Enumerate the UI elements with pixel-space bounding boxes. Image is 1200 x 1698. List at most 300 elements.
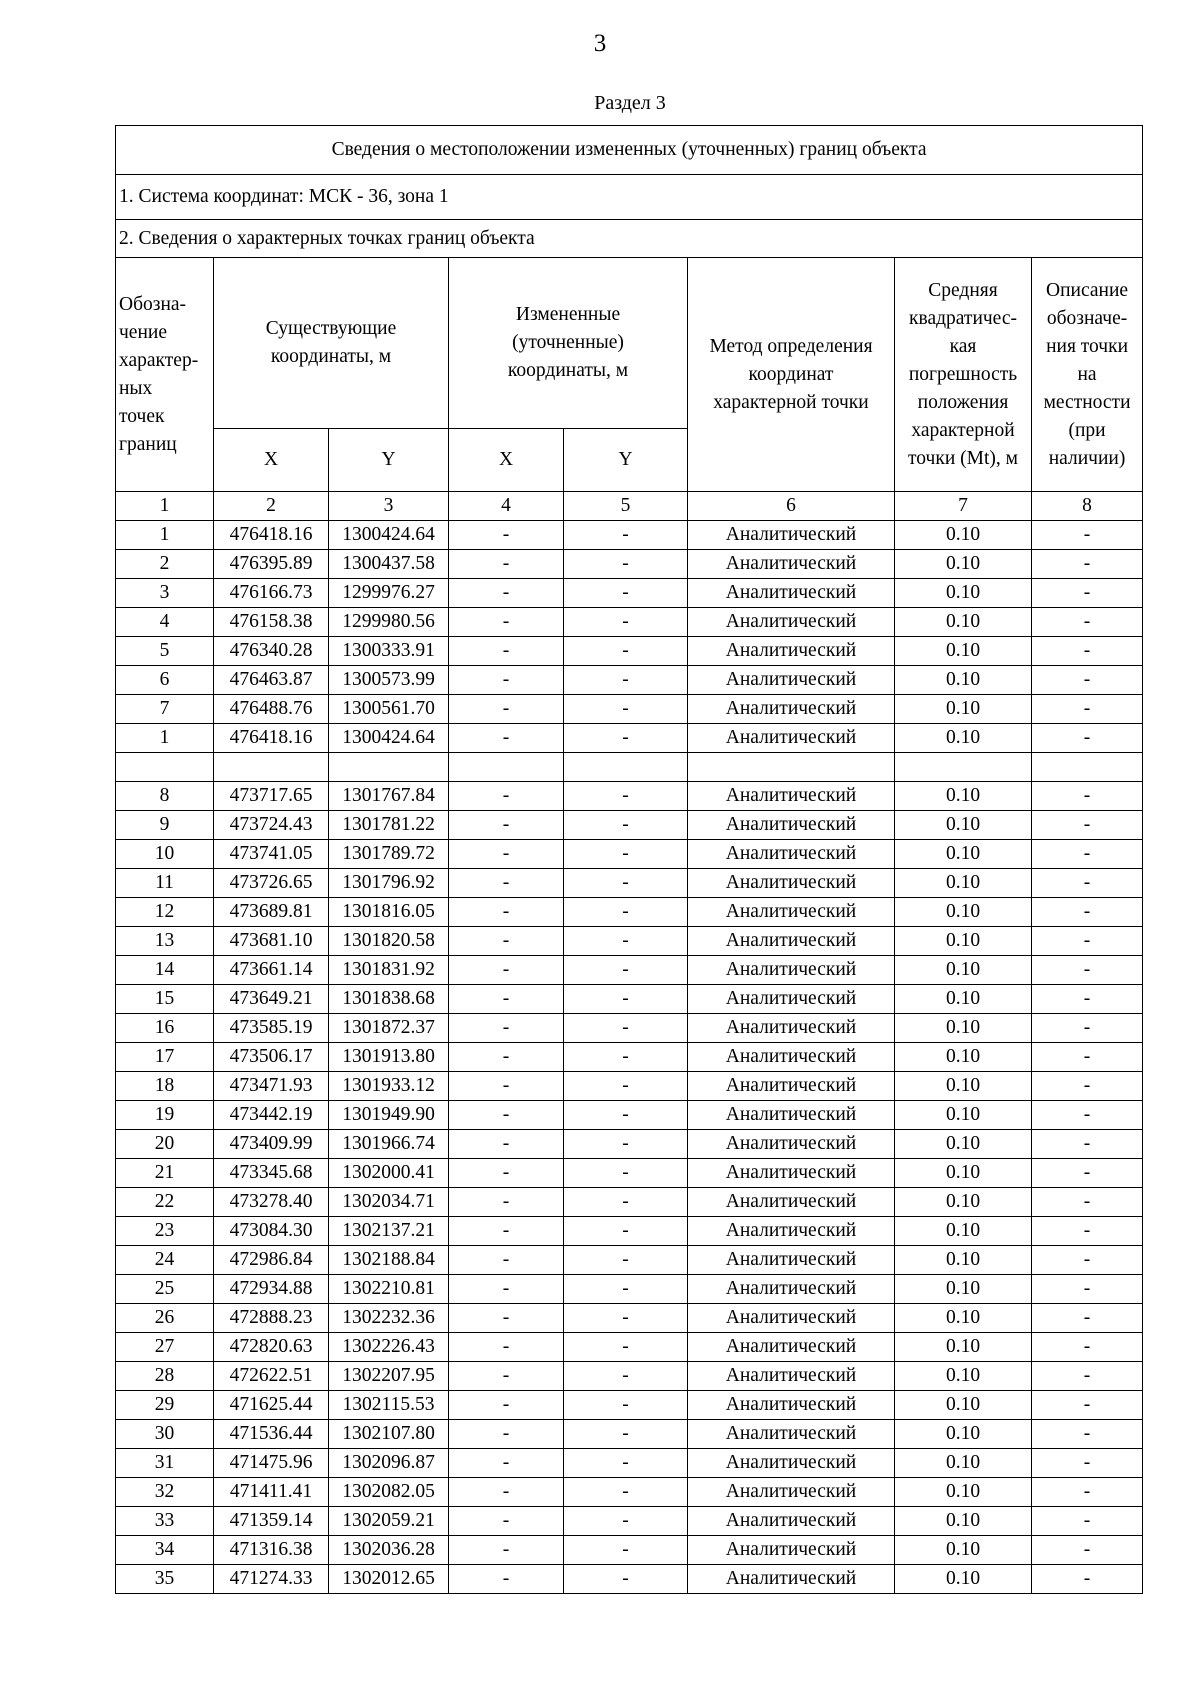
cell-changed-x: -: [449, 608, 564, 637]
section-label: Раздел 3: [594, 92, 666, 114]
cell-description: -: [1032, 1014, 1143, 1043]
table-row: [116, 724, 1143, 753]
cell-changed-x: -: [449, 666, 564, 695]
table-row: [116, 637, 1143, 666]
cell-accuracy: 0.10: [895, 1507, 1032, 1536]
cell-changed-y: -: [564, 898, 688, 927]
cell-changed-y: -: [564, 869, 688, 898]
cell-method: Аналитический: [688, 840, 895, 869]
table-row: [116, 1188, 1143, 1217]
empty-cell: [688, 753, 895, 782]
table-row: [116, 1101, 1143, 1130]
header-existing-x: X: [214, 429, 329, 492]
table-row: [116, 695, 1143, 724]
cell-changed-y: -: [564, 1275, 688, 1304]
cell-existing-x: 472934.88: [214, 1275, 329, 1304]
cell-point-number: 29: [116, 1391, 214, 1420]
cell-description: -: [1032, 811, 1143, 840]
cell-existing-y: 1301838.68: [329, 985, 449, 1014]
table-row: [116, 1362, 1143, 1391]
table-row: [116, 1159, 1143, 1188]
cell-accuracy: 0.10: [895, 550, 1032, 579]
table-row: [116, 579, 1143, 608]
cell-accuracy: 0.10: [895, 637, 1032, 666]
cell-changed-y: -: [564, 811, 688, 840]
cell-changed-x: -: [449, 521, 564, 550]
cell-existing-x: 473278.40: [214, 1188, 329, 1217]
empty-cell: [564, 753, 688, 782]
table-row: [116, 956, 1143, 985]
cell-existing-y: 1301966.74: [329, 1130, 449, 1159]
cell-changed-y: -: [564, 1362, 688, 1391]
cell-existing-y: 1301820.58: [329, 927, 449, 956]
cell-accuracy: 0.10: [895, 1565, 1032, 1594]
spacer-row: [116, 753, 1143, 782]
header-existing-coords: Существующие координаты, м: [214, 258, 449, 429]
cell-existing-x: 472986.84: [214, 1246, 329, 1275]
cell-description: -: [1032, 1304, 1143, 1333]
empty-cell: [449, 753, 564, 782]
cell-existing-y: 1301789.72: [329, 840, 449, 869]
cell-changed-y: -: [564, 1072, 688, 1101]
cell-accuracy: 0.10: [895, 666, 1032, 695]
cell-changed-x: -: [449, 724, 564, 753]
cell-description: -: [1032, 898, 1143, 927]
table-row: [116, 985, 1143, 1014]
cell-existing-y: 1302059.21: [329, 1507, 449, 1536]
table-row: [116, 550, 1143, 579]
cell-existing-y: 1301949.90: [329, 1101, 449, 1130]
cell-description: -: [1032, 1391, 1143, 1420]
cell-changed-x: -: [449, 1478, 564, 1507]
column-number: 1: [116, 492, 214, 521]
cell-description: -: [1032, 695, 1143, 724]
column-number: 2: [214, 492, 329, 521]
cell-point-number: 21: [116, 1159, 214, 1188]
cell-point-number: 15: [116, 985, 214, 1014]
cell-existing-x: 473681.10: [214, 927, 329, 956]
cell-existing-y: 1302082.05: [329, 1478, 449, 1507]
cell-existing-x: 473661.14: [214, 956, 329, 985]
cell-method: Аналитический: [688, 1217, 895, 1246]
cell-point-number: 6: [116, 666, 214, 695]
cell-changed-x: -: [449, 1536, 564, 1565]
table-row: [116, 608, 1143, 637]
cell-existing-x: 476488.76: [214, 695, 329, 724]
cell-method: Аналитический: [688, 1449, 895, 1478]
cell-description: -: [1032, 869, 1143, 898]
cell-point-number: 11: [116, 869, 214, 898]
cell-existing-y: 1301913.80: [329, 1043, 449, 1072]
cell-changed-y: -: [564, 724, 688, 753]
cell-existing-y: 1302012.65: [329, 1565, 449, 1594]
table-row: [116, 927, 1143, 956]
cell-changed-x: -: [449, 782, 564, 811]
cell-description: -: [1032, 1275, 1143, 1304]
cell-existing-x: 473506.17: [214, 1043, 329, 1072]
boundary-points-table: [115, 125, 1143, 1594]
cell-point-number: 12: [116, 898, 214, 927]
coordinate-system: 1. Система координат: МСК - 36, зона 1: [116, 175, 1143, 220]
cell-accuracy: 0.10: [895, 1420, 1032, 1449]
cell-existing-x: 471536.44: [214, 1420, 329, 1449]
cell-method: Аналитический: [688, 985, 895, 1014]
cell-existing-x: 473345.68: [214, 1159, 329, 1188]
cell-changed-x: -: [449, 695, 564, 724]
cell-changed-y: -: [564, 927, 688, 956]
cell-method: Аналитический: [688, 1043, 895, 1072]
cell-existing-x: 476418.16: [214, 521, 329, 550]
cell-existing-x: 473471.93: [214, 1072, 329, 1101]
cell-existing-y: 1301781.22: [329, 811, 449, 840]
cell-changed-x: -: [449, 1217, 564, 1246]
cell-point-number: 18: [116, 1072, 214, 1101]
cell-description: -: [1032, 1159, 1143, 1188]
cell-method: Аналитический: [688, 1333, 895, 1362]
cell-method: Аналитический: [688, 608, 895, 637]
cell-point-number: 4: [116, 608, 214, 637]
cell-existing-x: 471316.38: [214, 1536, 329, 1565]
cell-existing-y: 1301767.84: [329, 782, 449, 811]
table-row: [116, 1304, 1143, 1333]
table-row: [116, 1391, 1143, 1420]
table-row: [116, 1565, 1143, 1594]
cell-changed-y: -: [564, 782, 688, 811]
cell-point-number: 8: [116, 782, 214, 811]
cell-existing-y: 1300424.64: [329, 724, 449, 753]
table-row: [116, 811, 1143, 840]
cell-existing-y: 1300561.70: [329, 695, 449, 724]
empty-cell: [1032, 753, 1143, 782]
cell-accuracy: 0.10: [895, 1449, 1032, 1478]
cell-changed-y: -: [564, 1507, 688, 1536]
table-row: [116, 1014, 1143, 1043]
cell-changed-x: -: [449, 1188, 564, 1217]
cell-existing-y: 1302210.81: [329, 1275, 449, 1304]
cell-method: Аналитический: [688, 956, 895, 985]
cell-method: Аналитический: [688, 724, 895, 753]
cell-changed-y: -: [564, 666, 688, 695]
cell-changed-x: -: [449, 840, 564, 869]
cell-description: -: [1032, 1217, 1143, 1246]
cell-changed-x: -: [449, 1507, 564, 1536]
cell-existing-x: 471274.33: [214, 1565, 329, 1594]
cell-existing-y: 1300333.91: [329, 637, 449, 666]
page-number: 3: [593, 30, 607, 57]
cell-existing-y: 1299976.27: [329, 579, 449, 608]
header-point-designation: Обозна- чение характер- ных точек границ: [116, 258, 214, 492]
cell-method: Аналитический: [688, 637, 895, 666]
cell-changed-x: -: [449, 1391, 564, 1420]
cell-method: Аналитический: [688, 898, 895, 927]
cell-accuracy: 0.10: [895, 956, 1032, 985]
cell-description: -: [1032, 1536, 1143, 1565]
cell-changed-y: -: [564, 608, 688, 637]
cell-point-number: 34: [116, 1536, 214, 1565]
cell-changed-x: -: [449, 1333, 564, 1362]
cell-existing-x: 476395.89: [214, 550, 329, 579]
cell-method: Аналитический: [688, 1246, 895, 1275]
column-number: 5: [564, 492, 688, 521]
cell-existing-x: 473724.43: [214, 811, 329, 840]
column-number: 6: [688, 492, 895, 521]
cell-point-number: 23: [116, 1217, 214, 1246]
cell-existing-y: 1300424.64: [329, 521, 449, 550]
cell-point-number: 13: [116, 927, 214, 956]
cell-method: Аналитический: [688, 1072, 895, 1101]
cell-changed-x: -: [449, 579, 564, 608]
cell-changed-x: -: [449, 869, 564, 898]
cell-accuracy: 0.10: [895, 1014, 1032, 1043]
cell-method: Аналитический: [688, 869, 895, 898]
cell-changed-y: -: [564, 637, 688, 666]
cell-existing-y: 1302034.71: [329, 1188, 449, 1217]
table-row: [116, 1333, 1143, 1362]
cell-point-number: 17: [116, 1043, 214, 1072]
table-row: [116, 1449, 1143, 1478]
cell-method: Аналитический: [688, 1130, 895, 1159]
column-number: 3: [329, 492, 449, 521]
cell-accuracy: 0.10: [895, 869, 1032, 898]
empty-cell: [116, 753, 214, 782]
points-section-header: 2. Сведения о характерных точках границ объекта: [116, 220, 1143, 258]
table-row: [116, 1217, 1143, 1246]
cell-accuracy: 0.10: [895, 724, 1032, 753]
cell-method: Аналитический: [688, 811, 895, 840]
cell-changed-y: -: [564, 1246, 688, 1275]
table-row: [116, 1507, 1143, 1536]
table-row: [116, 1072, 1143, 1101]
cell-accuracy: 0.10: [895, 608, 1032, 637]
cell-accuracy: 0.10: [895, 782, 1032, 811]
table-row: [116, 1246, 1143, 1275]
cell-changed-y: -: [564, 1420, 688, 1449]
table-row: [116, 1478, 1143, 1507]
cell-existing-y: 1299980.56: [329, 608, 449, 637]
table-title: Сведения о местоположении измененных (уточненных) границ объекта: [116, 126, 1143, 175]
cell-changed-y: -: [564, 1333, 688, 1362]
cell-accuracy: 0.10: [895, 1101, 1032, 1130]
cell-changed-y: -: [564, 1536, 688, 1565]
cell-point-number: 32: [116, 1478, 214, 1507]
cell-accuracy: 0.10: [895, 985, 1032, 1014]
cell-accuracy: 0.10: [895, 521, 1032, 550]
cell-point-number: 28: [116, 1362, 214, 1391]
cell-accuracy: 0.10: [895, 695, 1032, 724]
cell-accuracy: 0.10: [895, 1217, 1032, 1246]
cell-changed-y: -: [564, 1043, 688, 1072]
cell-changed-x: -: [449, 1420, 564, 1449]
column-number: 8: [1032, 492, 1143, 521]
cell-changed-y: -: [564, 1478, 688, 1507]
cell-method: Аналитический: [688, 1536, 895, 1565]
cell-existing-x: 471411.41: [214, 1478, 329, 1507]
cell-changed-y: -: [564, 1014, 688, 1043]
cell-accuracy: 0.10: [895, 1188, 1032, 1217]
cell-existing-x: 472622.51: [214, 1362, 329, 1391]
cell-existing-x: 473741.05: [214, 840, 329, 869]
cell-existing-x: 473409.99: [214, 1130, 329, 1159]
cell-accuracy: 0.10: [895, 1333, 1032, 1362]
cell-existing-y: 1301933.12: [329, 1072, 449, 1101]
cell-description: -: [1032, 1565, 1143, 1594]
cell-changed-y: -: [564, 1101, 688, 1130]
cell-point-number: 33: [116, 1507, 214, 1536]
cell-existing-y: 1300437.58: [329, 550, 449, 579]
cell-changed-y: -: [564, 1188, 688, 1217]
cell-method: Аналитический: [688, 666, 895, 695]
cell-method: Аналитический: [688, 1159, 895, 1188]
cell-method: Аналитический: [688, 927, 895, 956]
table-row: [116, 521, 1143, 550]
header-changed-y: Y: [564, 429, 688, 492]
header-existing-y: Y: [329, 429, 449, 492]
header-description: Описание обозначе- ния точки на местности (при наличии): [1032, 258, 1143, 492]
cell-method: Аналитический: [688, 1275, 895, 1304]
cell-existing-x: 471625.44: [214, 1391, 329, 1420]
cell-description: -: [1032, 637, 1143, 666]
cell-existing-x: 471475.96: [214, 1449, 329, 1478]
cell-point-number: 16: [116, 1014, 214, 1043]
cell-method: Аналитический: [688, 1304, 895, 1333]
cell-description: -: [1032, 956, 1143, 985]
cell-changed-y: -: [564, 985, 688, 1014]
cell-description: -: [1032, 985, 1143, 1014]
cell-description: -: [1032, 782, 1143, 811]
header-accuracy: Средняя квадратичес- кая погрешность положения характерной точки (Mt), м: [895, 258, 1032, 492]
header-method: Метод определения координат характерной точки: [688, 258, 895, 492]
cell-existing-y: 1301831.92: [329, 956, 449, 985]
cell-description: -: [1032, 724, 1143, 753]
cell-description: -: [1032, 1188, 1143, 1217]
cell-changed-y: -: [564, 579, 688, 608]
cell-existing-x: 473649.21: [214, 985, 329, 1014]
cell-changed-y: -: [564, 521, 688, 550]
cell-changed-x: -: [449, 1072, 564, 1101]
cell-point-number: 25: [116, 1275, 214, 1304]
cell-existing-y: 1302188.84: [329, 1246, 449, 1275]
cell-changed-x: -: [449, 811, 564, 840]
cell-accuracy: 0.10: [895, 1043, 1032, 1072]
cell-method: Аналитический: [688, 550, 895, 579]
cell-accuracy: 0.10: [895, 1478, 1032, 1507]
cell-accuracy: 0.10: [895, 1391, 1032, 1420]
cell-point-number: 19: [116, 1101, 214, 1130]
cell-accuracy: 0.10: [895, 1159, 1032, 1188]
cell-changed-y: -: [564, 840, 688, 869]
cell-existing-y: 1300573.99: [329, 666, 449, 695]
cell-description: -: [1032, 1449, 1143, 1478]
cell-point-number: 2: [116, 550, 214, 579]
cell-changed-y: -: [564, 1391, 688, 1420]
cell-point-number: 3: [116, 579, 214, 608]
cell-changed-x: -: [449, 637, 564, 666]
cell-method: Аналитический: [688, 1101, 895, 1130]
table-row: [116, 1420, 1143, 1449]
cell-existing-x: 472820.63: [214, 1333, 329, 1362]
cell-description: -: [1032, 608, 1143, 637]
cell-changed-y: -: [564, 1130, 688, 1159]
cell-point-number: 31: [116, 1449, 214, 1478]
header-changed-coords: Измененные (уточненные) координаты, м: [449, 258, 688, 429]
cell-description: -: [1032, 1420, 1143, 1449]
cell-existing-y: 1302000.41: [329, 1159, 449, 1188]
cell-existing-y: 1302137.21: [329, 1217, 449, 1246]
cell-existing-x: 476166.73: [214, 579, 329, 608]
cell-description: -: [1032, 1478, 1143, 1507]
cell-existing-y: 1302226.43: [329, 1333, 449, 1362]
cell-point-number: 26: [116, 1304, 214, 1333]
table-row: [116, 840, 1143, 869]
cell-changed-x: -: [449, 898, 564, 927]
cell-description: -: [1032, 521, 1143, 550]
cell-description: -: [1032, 1130, 1143, 1159]
cell-method: Аналитический: [688, 782, 895, 811]
cell-point-number: 30: [116, 1420, 214, 1449]
cell-changed-y: -: [564, 956, 688, 985]
cell-existing-y: 1301796.92: [329, 869, 449, 898]
table-row: [116, 782, 1143, 811]
cell-description: -: [1032, 1362, 1143, 1391]
cell-existing-x: 473717.65: [214, 782, 329, 811]
cell-point-number: 9: [116, 811, 214, 840]
cell-method: Аналитический: [688, 521, 895, 550]
cell-point-number: 1: [116, 521, 214, 550]
cell-existing-x: 476418.16: [214, 724, 329, 753]
cell-existing-x: 473726.65: [214, 869, 329, 898]
empty-cell: [329, 753, 449, 782]
cell-point-number: 27: [116, 1333, 214, 1362]
cell-point-number: 5: [116, 637, 214, 666]
cell-point-number: 20: [116, 1130, 214, 1159]
cell-point-number: 1: [116, 724, 214, 753]
cell-changed-y: -: [564, 1449, 688, 1478]
cell-existing-y: 1302115.53: [329, 1391, 449, 1420]
cell-method: Аналитический: [688, 1565, 895, 1594]
cell-description: -: [1032, 666, 1143, 695]
column-number-row: [116, 492, 1143, 521]
cell-existing-x: 473689.81: [214, 898, 329, 927]
table-row: [116, 1275, 1143, 1304]
cell-accuracy: 0.10: [895, 811, 1032, 840]
cell-accuracy: 0.10: [895, 898, 1032, 927]
cell-changed-x: -: [449, 1159, 564, 1188]
table-row: [116, 1536, 1143, 1565]
cell-accuracy: 0.10: [895, 1130, 1032, 1159]
cell-existing-y: 1302107.80: [329, 1420, 449, 1449]
cell-point-number: 14: [116, 956, 214, 985]
table-row: [116, 898, 1143, 927]
cell-changed-x: -: [449, 550, 564, 579]
cell-method: Аналитический: [688, 1391, 895, 1420]
cell-changed-y: -: [564, 695, 688, 724]
table-row: [116, 1043, 1143, 1072]
cell-accuracy: 0.10: [895, 927, 1032, 956]
empty-cell: [214, 753, 329, 782]
cell-changed-y: -: [564, 1565, 688, 1594]
cell-description: -: [1032, 1101, 1143, 1130]
cell-method: Аналитический: [688, 1420, 895, 1449]
cell-description: -: [1032, 1507, 1143, 1536]
cell-existing-y: 1301816.05: [329, 898, 449, 927]
cell-method: Аналитический: [688, 579, 895, 608]
cell-changed-x: -: [449, 1362, 564, 1391]
cell-description: -: [1032, 840, 1143, 869]
cell-description: -: [1032, 927, 1143, 956]
cell-changed-x: -: [449, 1275, 564, 1304]
cell-description: -: [1032, 1333, 1143, 1362]
cell-method: Аналитический: [688, 1478, 895, 1507]
